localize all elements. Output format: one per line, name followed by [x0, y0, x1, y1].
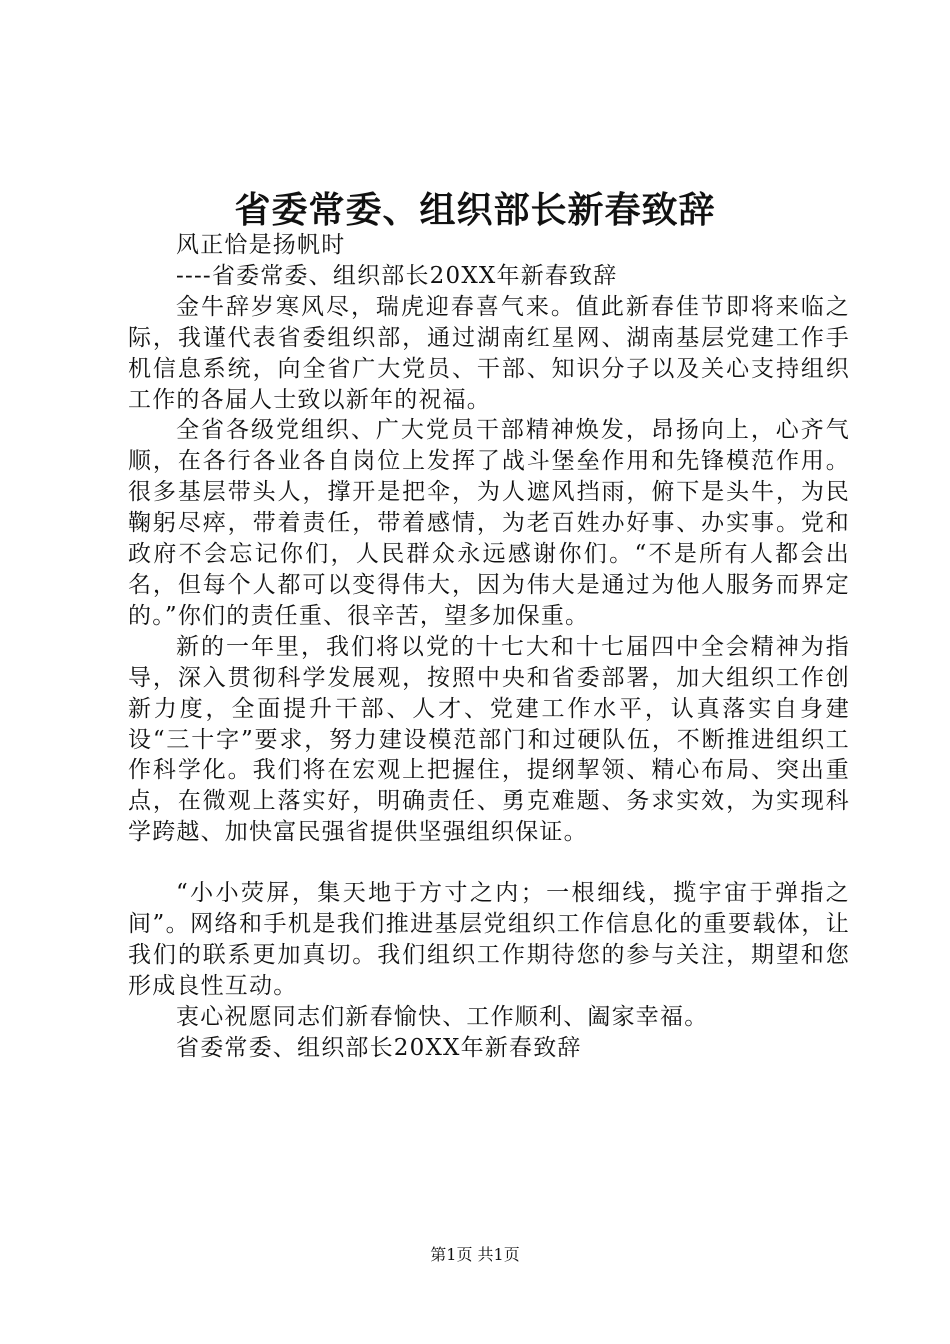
paragraph: 全省各级党组织、广大党员干部精神焕发，昂扬向上，心齐气顺，在各行各业各自岗位上发挥了战斗堡垒作用和先锋模范作用。很多基层带头人，撑开是把伞，为人遮风挡雨，俯下是头牛，为民鞠躬尽瘁，带着责任，带着感情，为老百姓办好事、办实事。党和政府不会忘记你们，人民群众永远感谢你们。“不是所有人都会出名，但每个人都可以变得伟大，因为伟大是通过为他人服务而界定的。”你们的责任重、很辛苦，望多加保重。	[128, 417, 850, 629]
paragraph: 新的一年里，我们将以党的十七大和十七届四中全会精神为指导，深入贯彻科学发展观，按照中央和省委部署，加大组织工作创新力度，全面提升干部、人才、党建工作水平，认真落实自身建设“三十字”要求，努力建设模范部门和过硬队伍，不断推进组织工作科学化。我们将在宏观上把握住，提纲挈领、精心布局、突出重点，在微观上落实好，明确责任、勇克难题、务求实效，为实现科学跨越、加快富民强省提供坚强组织保证。	[128, 633, 850, 846]
document-title: 省委常委、组织部长新春致辞	[234, 189, 716, 231]
paragraph: 金牛辞岁寒风尽，瑞虎迎春喜气来。值此新春佳节即将来临之际，我谨代表省委组织部，通过湖南红星网、湖南基层党建工作手机信息系统，向全省广大党员、干部、知识分子以及关心支持组织工作的各届人士致以新年的祝福。	[128, 293, 850, 413]
closing-wish: 衷心祝愿同志们新春愉快、工作顺利、阖家幸福。	[176, 1003, 709, 1030]
page-number: 第1页 共1页	[430, 1245, 520, 1264]
document-body	[128, 230, 850, 1064]
paragraph: “小小荧屏，集天地于方寸之内；一根细线，揽宇宙于弹指之间”。网络和手机是我们推进基层党组织工作信息化的重要载体，让我们的联系更加真切。我们组织工作期待您的参与关注，期望和您形成良性互动。	[128, 880, 850, 999]
signature-line: 省委常委、组织部长20XX年新春致辞	[176, 1034, 582, 1061]
subtitle-line: 风正恰是扬帆时	[176, 232, 346, 258]
byline: ----省委常委、组织部长20XX年新春致辞	[176, 262, 618, 289]
